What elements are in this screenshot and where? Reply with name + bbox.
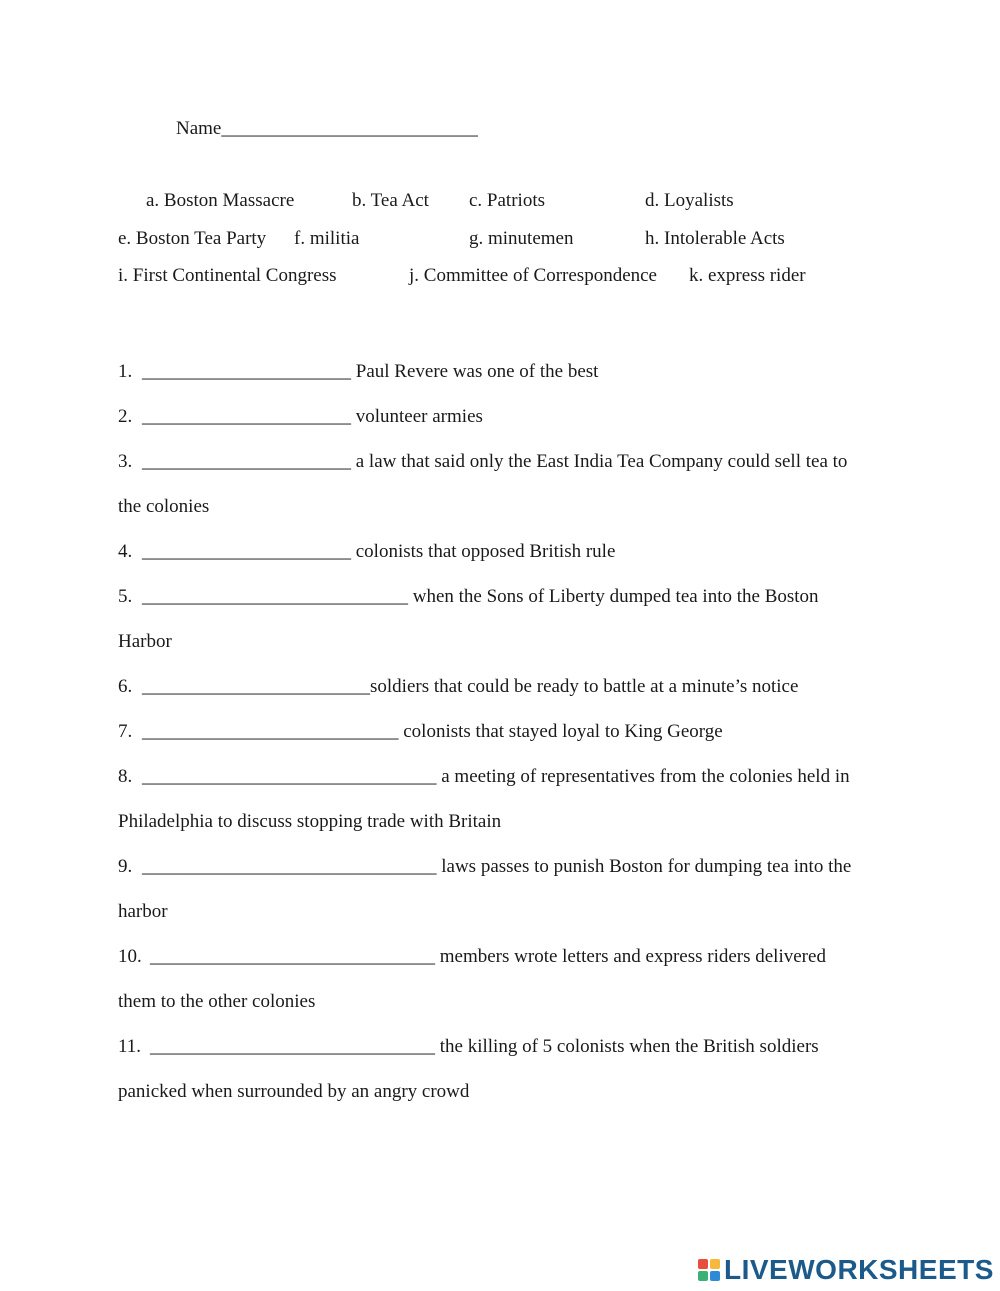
question-10	[118, 946, 826, 968]
question-3	[118, 451, 847, 473]
answer-blank-7[interactable]: ___________________________	[142, 721, 399, 742]
answer-blank-9[interactable]: _______________________________	[142, 856, 437, 877]
question-2	[118, 406, 483, 428]
bank-item-b: b. Tea Act	[352, 190, 429, 211]
logo-mark-icon	[698, 1259, 720, 1281]
bank-item-f: f. militia	[294, 228, 360, 249]
question-number: 8.	[118, 766, 133, 787]
logo-mark-square	[710, 1271, 720, 1281]
answer-blank-1[interactable]: ______________________	[142, 361, 351, 382]
bank-item-d: d. Loyalists	[645, 190, 734, 211]
question-text: the killing of 5 colonists when the British soldiers	[435, 1036, 819, 1057]
question-9	[118, 856, 851, 878]
question-8	[118, 766, 850, 788]
question-text: Paul Revere was one of the best	[351, 361, 599, 382]
question-text: colonists that opposed British rule	[351, 541, 616, 562]
name-blank[interactable]: ___________________________	[221, 118, 478, 139]
bank-item-g: g. minutemen	[469, 228, 574, 249]
question-5-continuation: Harbor	[118, 631, 172, 652]
question-6	[118, 676, 798, 698]
question-text: a meeting of representatives from the colonies held in	[436, 766, 850, 787]
question-9-continuation: harbor	[118, 901, 168, 922]
question-number: 4.	[118, 541, 133, 562]
question-number: 7.	[118, 721, 133, 742]
question-number: 1.	[118, 361, 133, 382]
question-number: 2.	[118, 406, 133, 427]
question-5	[118, 586, 819, 608]
question-8-continuation: Philadelphia to discuss stopping trade with Britain	[118, 811, 502, 832]
bank-item-h: h. Intolerable Acts	[645, 228, 785, 249]
question-3-continuation: the colonies	[118, 496, 210, 517]
question-7	[118, 721, 723, 743]
bank-item-e: e. Boston Tea Party	[118, 228, 267, 249]
answer-blank-10[interactable]: ______________________________	[150, 946, 435, 967]
question-number: 9.	[118, 856, 133, 877]
answer-blank-6[interactable]: ________________________	[142, 676, 370, 697]
answer-blank-4[interactable]: ______________________	[142, 541, 351, 562]
question-text: colonists that stayed loyal to King George	[398, 721, 723, 742]
question-text: soldiers that could be ready to battle at a minute’s notice	[370, 676, 799, 697]
question-11	[118, 1036, 819, 1058]
question-1	[118, 361, 598, 383]
question-4	[118, 541, 615, 563]
bank-item-i: i. First Continental Congress	[118, 265, 337, 286]
question-text: when the Sons of Liberty dumped tea into the Boston	[408, 586, 819, 607]
question-number: 6.	[118, 676, 133, 697]
question-number: 10.	[118, 946, 142, 967]
logo-mark-square	[698, 1271, 708, 1281]
question-text: a law that said only the East India Tea Company could sell tea to	[351, 451, 848, 472]
bank-item-c: c. Patriots	[469, 190, 545, 211]
question-10-continuation: them to the other colonies	[118, 991, 316, 1012]
question-text: members wrote letters and express riders delivered	[435, 946, 826, 967]
question-11-continuation: panicked when surrounded by an angry crowd	[118, 1081, 470, 1102]
question-text: volunteer armies	[351, 406, 483, 427]
logo-text: LIVEWORKSHEETS	[724, 1254, 994, 1285]
answer-blank-2[interactable]: ______________________	[142, 406, 351, 427]
bank-item-j: j. Committee of Correspondence	[409, 265, 657, 286]
answer-blank-8[interactable]: _______________________________	[142, 766, 437, 787]
question-text: laws passes to punish Boston for dumping tea into the	[436, 856, 852, 877]
name-field[interactable]	[176, 118, 478, 140]
question-number: 11.	[118, 1036, 142, 1057]
answer-blank-11[interactable]: ______________________________	[150, 1036, 435, 1057]
answer-blank-3[interactable]: ______________________	[142, 451, 351, 472]
logo-mark-square	[698, 1259, 708, 1269]
logo-mark-square	[710, 1259, 720, 1269]
question-number: 5.	[118, 586, 133, 607]
bank-item-k: k. express rider	[689, 265, 806, 286]
liveworksheets-logo	[698, 1255, 994, 1285]
answer-blank-5[interactable]: ____________________________	[142, 586, 408, 607]
bank-item-a: a. Boston Massacre	[146, 190, 295, 211]
name-label: Name	[176, 118, 222, 139]
question-number: 3.	[118, 451, 133, 472]
